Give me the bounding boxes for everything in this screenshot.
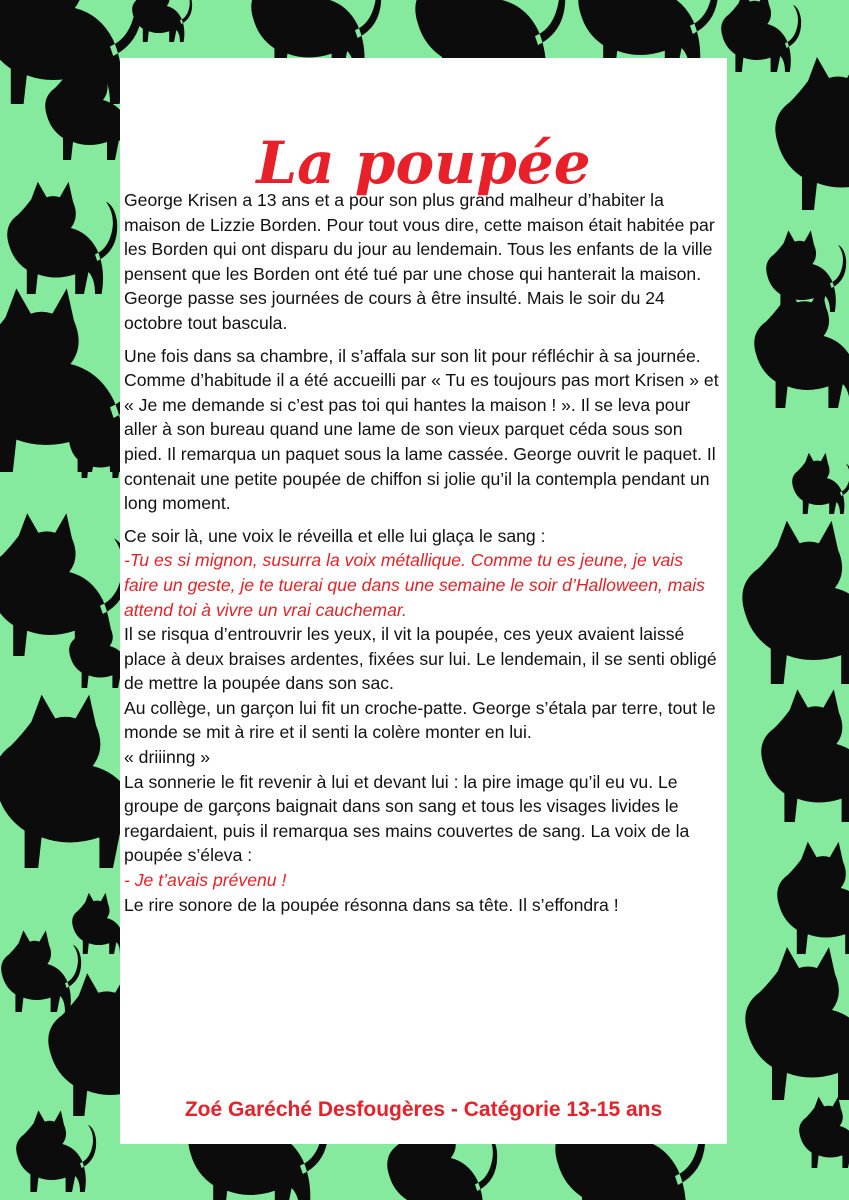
author-credit: Zoé Garéché Desfougères - Catégorie 13-15 ans [184,1098,663,1121]
story-title: La poupée [256,129,591,197]
story-page [120,58,727,1144]
doll-speech: -Tu es si mignon, susurra la voix métallique. Comme tu es jeune, je vais faire un geste, je te tuerai que dans une semaine le soir d’Halloween, mais attend toi à vivre un vrai cauchemar. [124,550,705,620]
story-paragraph: Il se risqua d’entrouvrir les yeux, il vit la poupée, ces yeux avaient laissé place à deux braises ardentes, fixées sur lui. Le lendemain, il se senti obligé de mettre la poupée dans son sac. [124,624,717,694]
story-paragraph: Le rire sonore de la poupée résonna dans sa tête. Il s’effondra ! [124,894,619,915]
story-body [124,188,722,917]
doll-speech: - Je t’avais prévenu ! [124,870,287,891]
story-paragraph: Au collège, un garçon lui fit un croche-patte. George s’étala par terre, tout le monde se mit à rire et il senti la colère monter en lui. [124,697,716,743]
story-paragraph: La sonnerie le fit revenir à lui et devant lui : la pire image qu’il eu vu. Le groupe de garçons baignait dans son sang et tous les visages livides le regardaient, puis il remarqua ses mains couvertes de sang. La voix de la poupée s’éleva : [124,771,690,866]
story-paragraph: Ce soir là, une voix le réveilla et elle lui glaça le sang : [124,525,546,546]
story-paragraph: « driiinng » [124,747,211,768]
story-paragraph: Une fois dans sa chambre, il s’affala sur son lit pour réfléchir à sa journée. Comme d’habitude il a été accueilli par « Tu es toujours pas mort Krisen » et « Je me demande si c’est pas toi qui hantes la maison ! ». Il se leva pour aller à son bureau quand une lame de son vieux parquet céda sous son pied. Il remarqua un paquet sous la lame cassée. George ouvrit le paquet. Il contenait une petite poupée de chiffon si jolie qu’il la contempla pendant un long moment. [124,345,719,514]
story-paragraph: George Krisen a 13 ans et a pour son plus grand malheur d’habiter la maison de Lizzie Borden. Pour tout vous dire, cette maison était habitée par les Borden qui ont disparu du jour au lendemain. Tous les enfants de la ville pensent que les Borden ont été tué par une chose qui hanterait la maison. George passe ses journées de cours à être insulté. Mais le soir du 24 octobre tout bascula. [124,190,715,333]
